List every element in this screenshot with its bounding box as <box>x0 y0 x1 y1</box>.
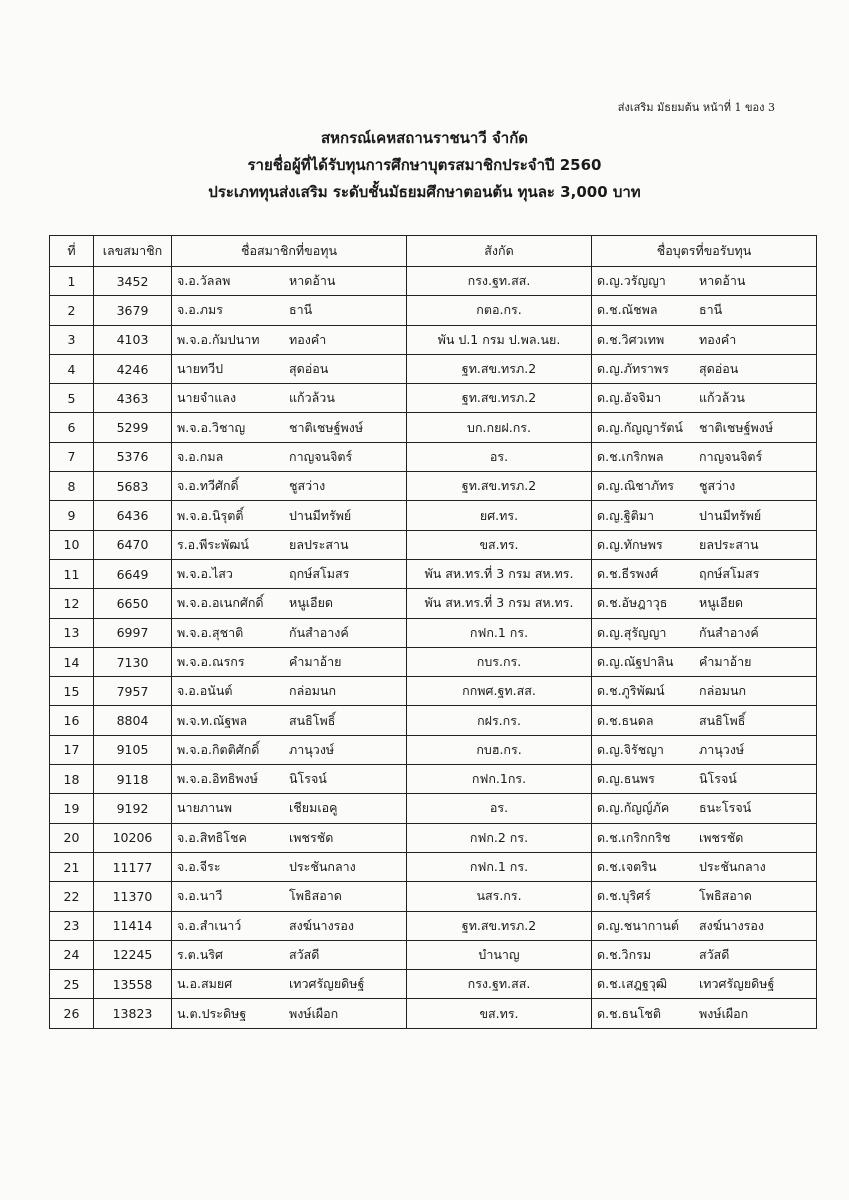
member-id: 5299 <box>94 413 172 442</box>
member-id: 8804 <box>94 706 172 735</box>
member-name <box>172 413 407 442</box>
child-first-name: ด.ช.ธนโชติ <box>597 1005 662 1021</box>
member-id: 3452 <box>94 267 172 296</box>
table-row <box>50 794 817 823</box>
child-name <box>592 325 817 354</box>
table-row <box>50 413 817 442</box>
table-row <box>50 647 817 676</box>
child-name <box>592 530 817 559</box>
child-last-name: เพชรชัด <box>699 829 744 845</box>
member-id: 9118 <box>94 765 172 794</box>
member-last-name: ภานุวงษ์ <box>289 741 335 757</box>
member-unit: กตอ.กร. <box>407 296 592 325</box>
child-last-name: กันสำอางค์ <box>699 624 759 640</box>
child-first-name: ด.ช.ธีรพงศ์ <box>597 566 659 582</box>
child-first-name: ด.ญ.ธนพร <box>597 771 655 787</box>
child-first-name: ด.ญ.ทักษพร <box>597 536 663 552</box>
member-last-name: เชียมเอคู <box>289 800 338 816</box>
child-last-name: ประชันกลาง <box>699 859 766 875</box>
member-first-name: นายทวีป <box>177 361 224 377</box>
child-last-name: พงษ์เผือก <box>699 1005 749 1021</box>
child-last-name: นิโรจน์ <box>699 771 737 787</box>
member-name <box>172 501 407 530</box>
member-name <box>172 384 407 413</box>
child-last-name: สุดอ่อน <box>699 361 739 377</box>
table-row <box>50 940 817 969</box>
child-last-name: กล่อมนก <box>699 683 747 699</box>
child-last-name: โพธิสอาด <box>699 888 752 904</box>
member-last-name: กาญจนจิตร์ <box>289 448 353 464</box>
member-last-name: สวัสดี <box>289 946 320 962</box>
child-name <box>592 794 817 823</box>
child-last-name: คำมาอ้าย <box>699 654 752 669</box>
member-last-name: หาดอ้าน <box>289 273 336 289</box>
table-row <box>50 677 817 706</box>
child-first-name: ด.ช.ธนดล <box>597 712 654 728</box>
child-first-name: ด.ญ.สุรัญญา <box>597 624 667 640</box>
child-name <box>592 999 817 1028</box>
member-id: 9105 <box>94 735 172 764</box>
member-last-name: คำมาอ้าย <box>289 654 342 669</box>
member-last-name: ชาติเชษฐ์พงษ์ <box>289 419 364 435</box>
child-name <box>592 589 817 618</box>
child-last-name: ยลประสาน <box>699 536 759 552</box>
child-last-name: ชาติเชษฐ์พงษ์ <box>699 419 774 435</box>
member-unit: กฝร.กร. <box>407 706 592 735</box>
child-first-name: ด.ช.วิกรม <box>597 946 652 962</box>
child-name <box>592 559 817 588</box>
member-unit: ฐท.สข.ทรภ.2 <box>407 384 592 413</box>
member-unit: กกพศ.ฐท.สส. <box>407 677 592 706</box>
child-last-name: สงฆ์นางรอง <box>699 917 765 933</box>
child-first-name: ด.ญ.กัญญารัตน์ <box>597 419 683 435</box>
member-id: 12245 <box>94 940 172 969</box>
table-row <box>50 354 817 383</box>
member-id: 4363 <box>94 384 172 413</box>
member-last-name: ฤกษ์สโมสร <box>289 566 350 582</box>
member-unit: ฐท.สข.ทรภ.2 <box>407 911 592 940</box>
member-id: 5683 <box>94 472 172 501</box>
child-first-name: ด.ญ.วรัญญา <box>597 273 666 289</box>
child-name <box>592 384 817 413</box>
member-first-name: จ.อ.วัลลพ <box>177 273 231 289</box>
child-name <box>592 618 817 647</box>
member-last-name: พงษ์เผือก <box>289 1005 339 1021</box>
row-number: 15 <box>50 677 94 706</box>
member-first-name: น.ต.ประดิษฐ <box>177 1005 247 1021</box>
child-name <box>592 706 817 735</box>
member-unit: พัน สห.ทร.ที่ 3 กรม สห.ทร. <box>407 589 592 618</box>
child-name <box>592 501 817 530</box>
member-name <box>172 735 407 764</box>
row-number: 25 <box>50 970 94 999</box>
member-first-name: จ.อ.สิทธิโชค <box>177 829 247 845</box>
child-last-name: หาดอ้าน <box>699 273 746 289</box>
child-last-name: กาญจนจิตร์ <box>699 448 763 464</box>
table-row <box>50 325 817 354</box>
child-first-name: ด.ช.อัษฎาวุธ <box>597 595 668 611</box>
member-last-name: หนูเอียด <box>289 595 334 611</box>
row-number: 23 <box>50 911 94 940</box>
row-number: 9 <box>50 501 94 530</box>
organization-name: สหกรณ์เคหสถานราชนาวี จำกัด <box>320 129 529 147</box>
table-body <box>50 267 817 1029</box>
table-row <box>50 735 817 764</box>
child-first-name: ด.ช.ณัชพล <box>597 302 658 318</box>
row-number: 4 <box>50 354 94 383</box>
child-first-name: ด.ญ.ภัทราพร <box>597 361 669 377</box>
row-number: 18 <box>50 765 94 794</box>
row-number: 21 <box>50 852 94 881</box>
member-unit: กบฮ.กร. <box>407 735 592 764</box>
member-first-name: ร.อ.พีระพัฒน์ <box>177 536 249 552</box>
member-last-name: นิโรจน์ <box>289 771 327 787</box>
table-row <box>50 589 817 618</box>
row-number: 12 <box>50 589 94 618</box>
member-name <box>172 706 407 735</box>
member-first-name: พ.จ.ท.ณัฐพล <box>177 712 248 728</box>
table-row <box>50 384 817 413</box>
child-name <box>592 413 817 442</box>
member-last-name: สนธิโพธิ์ <box>289 712 336 728</box>
member-last-name: กล่อมนก <box>289 683 337 699</box>
member-name <box>172 325 407 354</box>
member-last-name: ธานี <box>289 302 313 318</box>
member-name <box>172 472 407 501</box>
member-first-name: จ.อ.นาวี <box>177 888 223 904</box>
table-row <box>50 530 817 559</box>
table-row <box>50 296 817 325</box>
member-id: 13558 <box>94 970 172 999</box>
child-first-name: ด.ญ.จิรัชญา <box>597 741 664 757</box>
member-unit: บำนาญ <box>407 940 592 969</box>
child-name <box>592 823 817 852</box>
header-member-id: เลขสมาชิก <box>94 236 172 267</box>
member-last-name: ทองคำ <box>289 331 327 347</box>
row-number: 20 <box>50 823 94 852</box>
member-first-name: นายภานพ <box>177 800 232 816</box>
child-first-name: ด.ญ.กัญญ์ภัค <box>597 800 670 816</box>
row-number: 10 <box>50 530 94 559</box>
child-name <box>592 647 817 676</box>
member-name <box>172 940 407 969</box>
member-last-name: เพชรชัด <box>289 829 334 845</box>
member-id: 13823 <box>94 999 172 1028</box>
row-number: 14 <box>50 647 94 676</box>
member-first-name: จ.อ.กมล <box>177 448 224 464</box>
table-row <box>50 706 817 735</box>
member-name <box>172 852 407 881</box>
member-unit: ยศ.ทร. <box>407 501 592 530</box>
child-name <box>592 940 817 969</box>
member-first-name: ร.ต.นริศ <box>177 946 223 962</box>
member-unit: กฟก.1 กร. <box>407 618 592 647</box>
header-child-name: ชื่อบุตรที่ขอรับทุน <box>592 236 817 267</box>
row-number: 1 <box>50 267 94 296</box>
member-unit: ฐท.สข.ทรภ.2 <box>407 354 592 383</box>
child-last-name: ภานุวงษ์ <box>699 741 745 757</box>
table-row <box>50 442 817 471</box>
scholarship-type: ประเภททุนส่งเสริม ระดับชั้นมัธยมศึกษาตอนต้น ทุนละ 3,000 บาท <box>208 183 641 201</box>
member-last-name: กันสำอางค์ <box>289 624 349 640</box>
child-last-name: ปานมีทรัพย์ <box>699 507 762 523</box>
member-name <box>172 559 407 588</box>
child-name <box>592 677 817 706</box>
member-id: 11370 <box>94 882 172 911</box>
member-unit: กฟก.1 กร. <box>407 852 592 881</box>
row-number: 8 <box>50 472 94 501</box>
document-header <box>0 125 849 206</box>
child-last-name: หนูเอียด <box>699 595 744 611</box>
row-number: 26 <box>50 999 94 1028</box>
member-name <box>172 296 407 325</box>
member-name <box>172 530 407 559</box>
row-number: 11 <box>50 559 94 588</box>
member-unit: กรง.ฐท.สส. <box>407 267 592 296</box>
child-first-name: ด.ช.วิศวเทพ <box>597 331 665 347</box>
child-first-name: ด.ช.ภูริพัฒน์ <box>597 683 665 699</box>
table-header-row <box>50 236 817 267</box>
row-number: 7 <box>50 442 94 471</box>
table-row <box>50 267 817 296</box>
member-last-name: ประชันกลาง <box>289 859 356 875</box>
row-number: 3 <box>50 325 94 354</box>
member-name <box>172 589 407 618</box>
header-member-name: ชื่อสมาชิกที่ขอทุน <box>172 236 407 267</box>
child-name <box>592 267 817 296</box>
table-row <box>50 618 817 647</box>
child-last-name: สวัสดี <box>699 946 730 962</box>
member-unit: กฟก.2 กร. <box>407 823 592 852</box>
child-name <box>592 765 817 794</box>
child-name <box>592 882 817 911</box>
member-unit: นสร.กร. <box>407 882 592 911</box>
table-row <box>50 970 817 999</box>
member-unit: กฟก.1กร. <box>407 765 592 794</box>
document-title: รายชื่อผู้ที่ได้รับทุนการศึกษาบุตรสมาชิกประจำปี 2560 <box>247 156 602 174</box>
member-unit: อร. <box>407 442 592 471</box>
child-last-name: ชูสว่าง <box>699 478 736 494</box>
member-first-name: พ.จ.อ.กิตติศักดิ์ <box>177 741 260 757</box>
member-name <box>172 618 407 647</box>
member-first-name: จ.อ.จีระ <box>177 859 221 875</box>
member-name <box>172 267 407 296</box>
child-name <box>592 442 817 471</box>
member-last-name: เทวศรัญยดิษฐ์ <box>289 976 365 992</box>
header-unit: สังกัด <box>407 236 592 267</box>
member-first-name: พ.จ.อ.ไสว <box>177 566 233 582</box>
member-first-name: พ.จ.อ.นิรุตติ์ <box>177 507 244 523</box>
member-name <box>172 794 407 823</box>
member-id: 11177 <box>94 852 172 881</box>
member-name <box>172 354 407 383</box>
child-last-name: สนธิโพธิ์ <box>699 712 746 728</box>
child-last-name: แก้วล้วน <box>699 390 745 406</box>
member-first-name: จ.อ.ภมร <box>177 302 223 318</box>
row-number: 2 <box>50 296 94 325</box>
member-id: 9192 <box>94 794 172 823</box>
child-name <box>592 852 817 881</box>
member-first-name: พ.จ.อ.กัมปนาท <box>177 331 260 347</box>
child-name <box>592 472 817 501</box>
member-unit: ฐท.สข.ทรภ.2 <box>407 472 592 501</box>
table-row <box>50 911 817 940</box>
member-id: 7130 <box>94 647 172 676</box>
row-number: 17 <box>50 735 94 764</box>
table-row <box>50 882 817 911</box>
child-name <box>592 970 817 999</box>
member-first-name: น.อ.สมยศ <box>177 976 233 992</box>
header-no: ที่ <box>50 236 94 267</box>
member-unit: กรง.ฐท.สส. <box>407 970 592 999</box>
member-unit: ขส.ทร. <box>407 530 592 559</box>
child-first-name: ด.ญ.ฐิติมา <box>597 507 654 523</box>
table-row <box>50 559 817 588</box>
member-name <box>172 823 407 852</box>
member-id: 7957 <box>94 677 172 706</box>
row-number: 19 <box>50 794 94 823</box>
member-name <box>172 442 407 471</box>
child-name <box>592 296 817 325</box>
member-id: 3679 <box>94 296 172 325</box>
member-first-name: นายจำแลง <box>177 390 237 406</box>
table-row <box>50 472 817 501</box>
child-last-name: ทองคำ <box>699 331 737 347</box>
member-last-name: ปานมีทรัพย์ <box>289 507 352 523</box>
table-row <box>50 765 817 794</box>
member-name <box>172 765 407 794</box>
member-unit: อร. <box>407 794 592 823</box>
table-row <box>50 823 817 852</box>
row-number: 22 <box>50 882 94 911</box>
member-id: 4246 <box>94 354 172 383</box>
row-number: 6 <box>50 413 94 442</box>
member-id: 5376 <box>94 442 172 471</box>
child-first-name: ด.ช.เกริกกริช <box>597 829 671 845</box>
child-first-name: ด.ญ.ณิชาภัทร <box>597 478 675 494</box>
member-unit: ขส.ทร. <box>407 999 592 1028</box>
member-last-name: โพธิสอาด <box>289 888 342 904</box>
member-first-name: พ.จ.อ.อเนกศักดิ์ <box>177 595 264 611</box>
child-first-name: ด.ช.เสฎฐวุฒิ <box>597 976 668 992</box>
table-row <box>50 999 817 1028</box>
member-last-name: สงฆ์นางรอง <box>289 917 355 933</box>
scholarship-table <box>49 235 817 1029</box>
member-id: 6997 <box>94 618 172 647</box>
member-first-name: พ.จ.อ.สุชาติ <box>177 624 244 640</box>
child-name <box>592 735 817 764</box>
member-last-name: แก้วล้วน <box>289 390 335 406</box>
member-name <box>172 647 407 676</box>
row-number: 24 <box>50 940 94 969</box>
table-row <box>50 852 817 881</box>
member-last-name: สุดอ่อน <box>289 361 329 377</box>
member-last-name: ชูสว่าง <box>289 478 326 494</box>
child-last-name: เทวศรัญยดิษฐ์ <box>699 976 775 992</box>
row-number: 5 <box>50 384 94 413</box>
member-id: 4103 <box>94 325 172 354</box>
member-unit: กบร.กร. <box>407 647 592 676</box>
row-number: 16 <box>50 706 94 735</box>
member-name <box>172 911 407 940</box>
child-first-name: ด.ญ.ณัฐปาลิน <box>597 654 674 669</box>
member-name <box>172 882 407 911</box>
member-id: 10206 <box>94 823 172 852</box>
member-name <box>172 677 407 706</box>
member-id: 11414 <box>94 911 172 940</box>
member-first-name: พ.จ.อ.วิชาญ <box>177 419 246 435</box>
member-first-name: จ.อ.อนันต์ <box>177 683 233 699</box>
child-last-name: ธนะโรจน์ <box>699 800 752 816</box>
member-name <box>172 999 407 1028</box>
member-unit: พัน สห.ทร.ที่ 3 กรม สห.ทร. <box>407 559 592 588</box>
row-number: 13 <box>50 618 94 647</box>
page-number: ส่งเสริม มัธยมต้น หน้าที่ 1 ของ 3 <box>617 101 775 114</box>
member-id: 6649 <box>94 559 172 588</box>
table-row <box>50 501 817 530</box>
child-name <box>592 911 817 940</box>
member-first-name: พ.จ.อ.ณรกร <box>177 654 245 669</box>
member-id: 6650 <box>94 589 172 618</box>
member-unit: บก.กยฝ.กร. <box>407 413 592 442</box>
member-first-name: พ.จ.อ.อิทธิพงษ์ <box>177 771 258 787</box>
member-first-name: จ.อ.สำเนาว์ <box>177 917 242 933</box>
member-unit: พัน ป.1 กรม ป.พล.นย. <box>407 325 592 354</box>
child-first-name: ด.ญ.ชนากานต์ <box>597 917 680 933</box>
child-first-name: ด.ช.บุริศร์ <box>597 888 651 904</box>
child-first-name: ด.ช.เกริกพล <box>597 448 664 464</box>
child-first-name: ด.ช.เจตริน <box>597 859 657 875</box>
member-id: 6436 <box>94 501 172 530</box>
member-id: 6470 <box>94 530 172 559</box>
child-first-name: ด.ญ.อัจจิมา <box>597 390 662 406</box>
child-name <box>592 354 817 383</box>
member-last-name: ยลประสาน <box>289 536 349 552</box>
member-first-name: จ.อ.ทวีศักดิ์ <box>177 478 239 494</box>
child-last-name: ฤกษ์สโมสร <box>699 566 760 582</box>
member-name <box>172 970 407 999</box>
child-last-name: ธานี <box>699 302 723 318</box>
